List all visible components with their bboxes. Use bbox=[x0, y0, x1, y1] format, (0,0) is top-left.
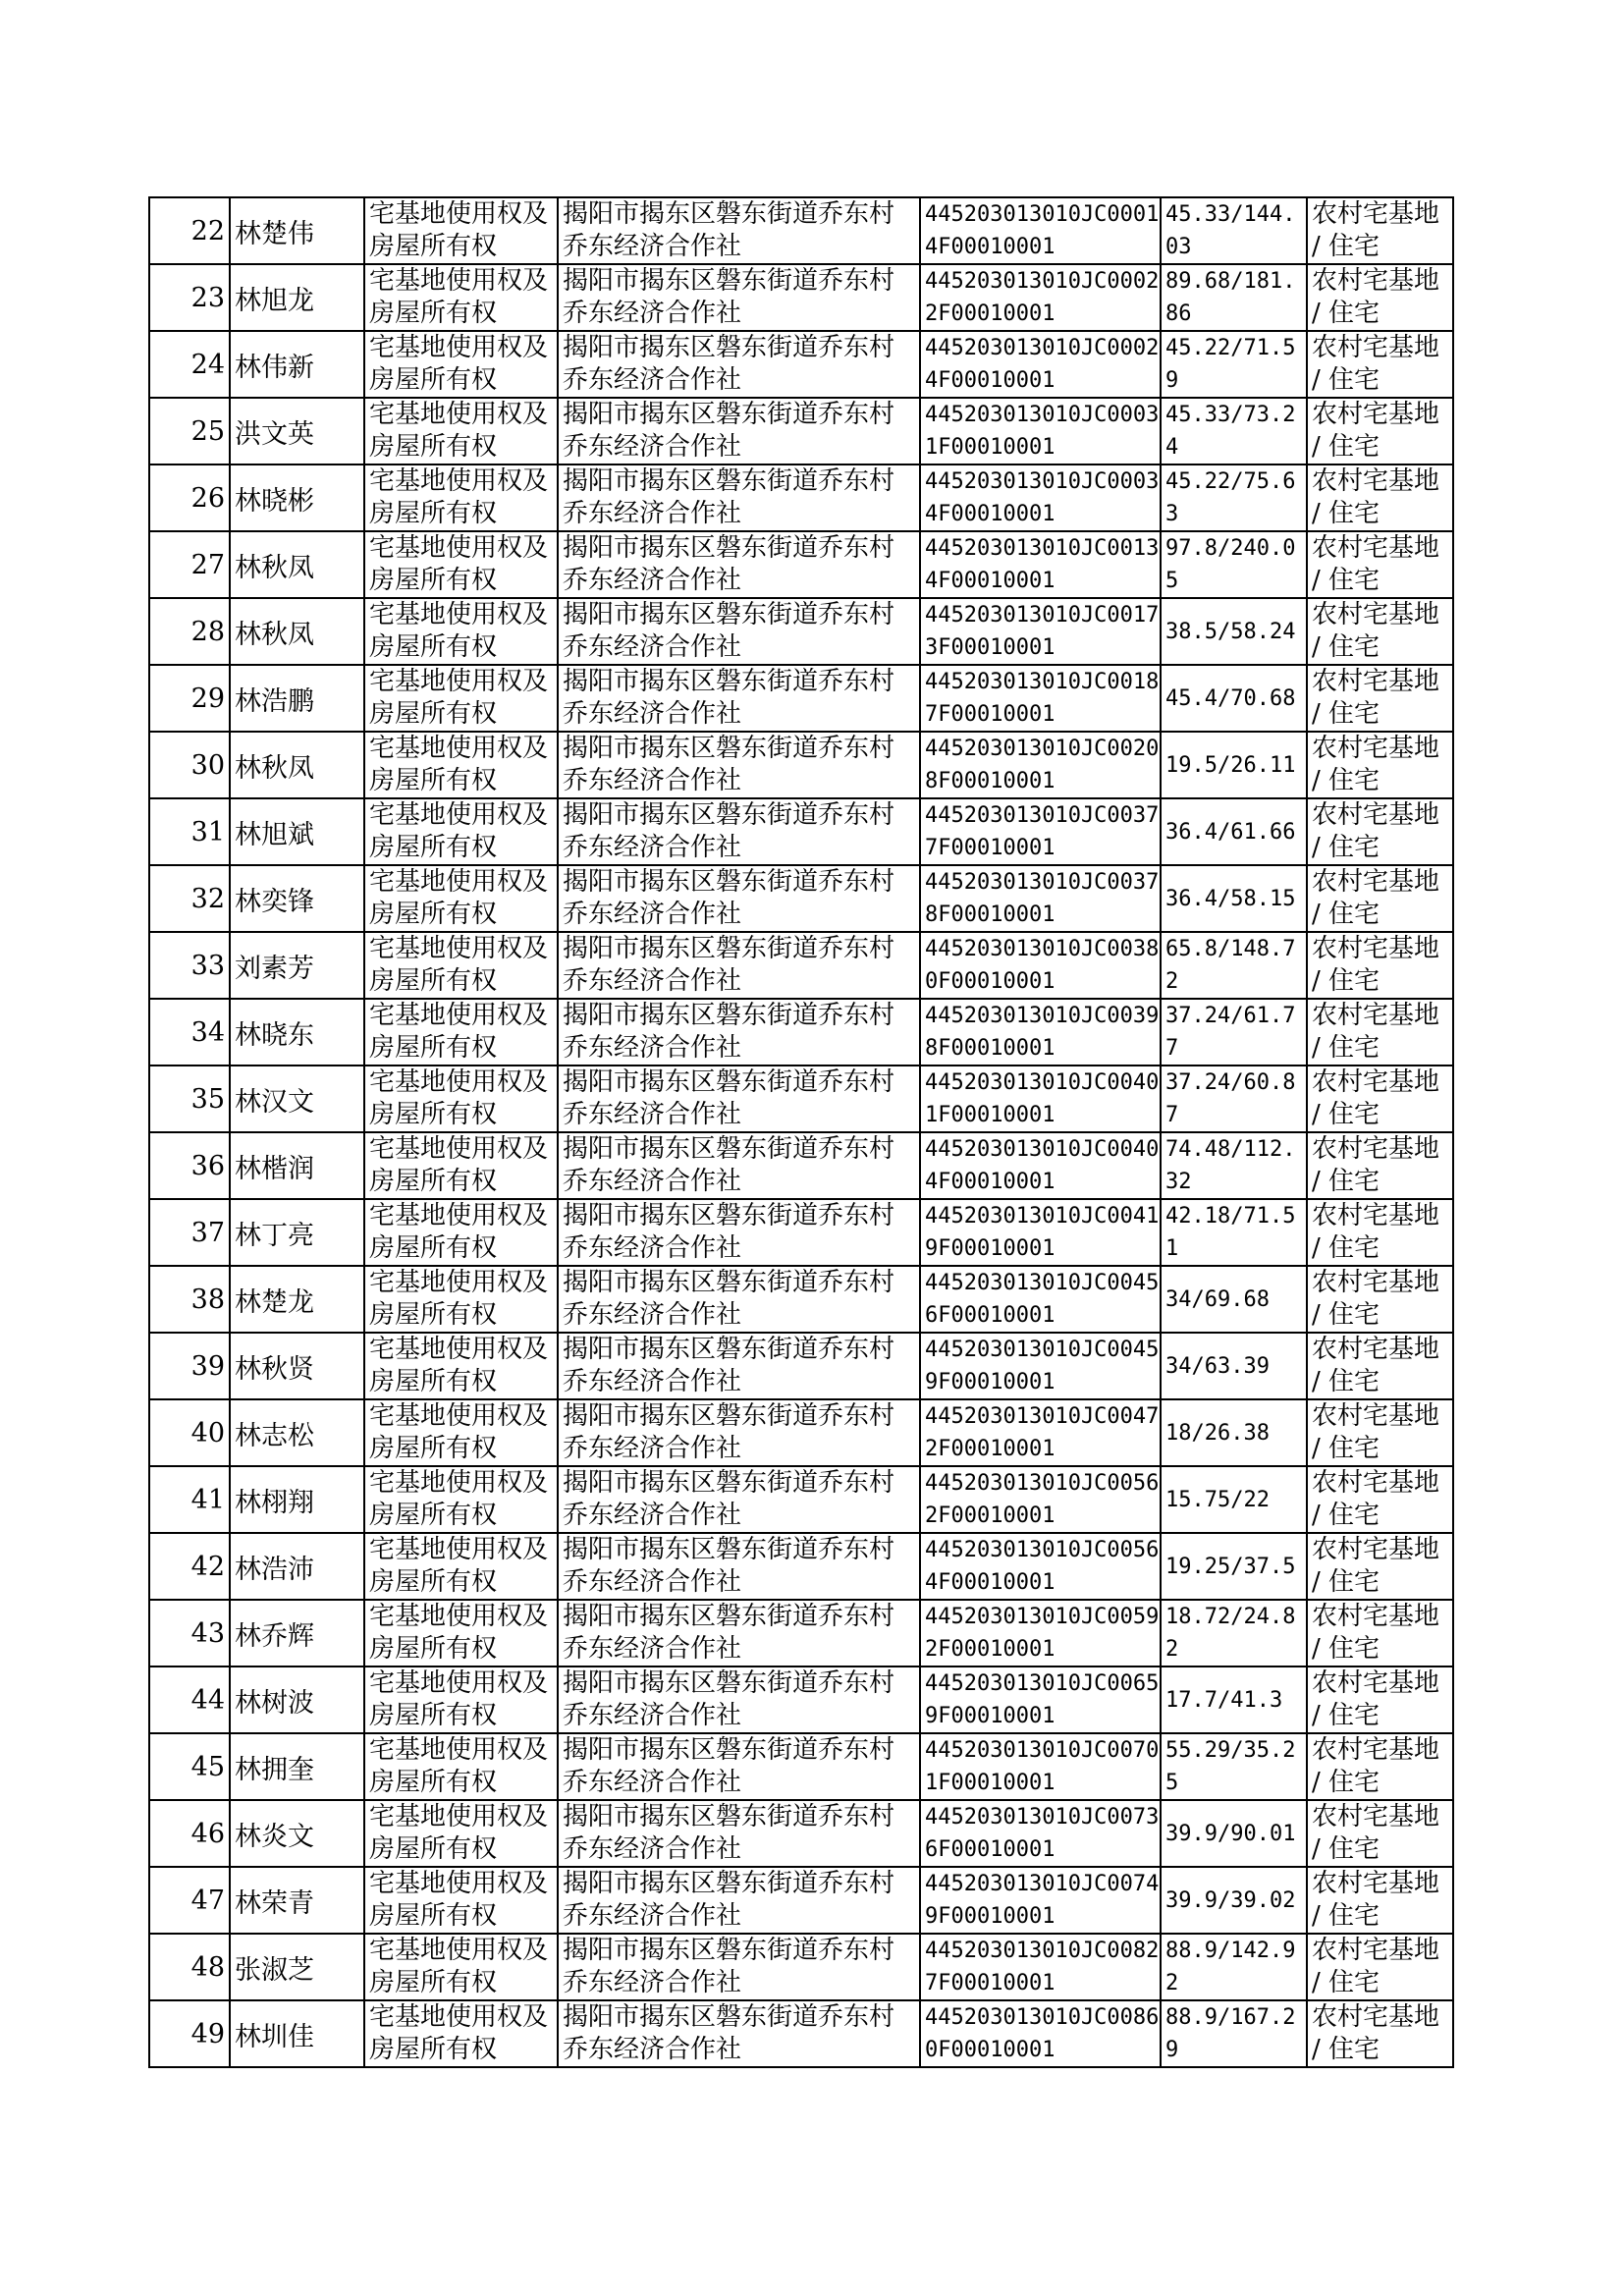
location: 揭阳市揭东区磐东街道乔东村乔东经济合作社 bbox=[558, 865, 920, 932]
land-use: 农村宅基地 / 住宅 bbox=[1307, 1132, 1453, 1199]
row-number: 39 bbox=[149, 1333, 230, 1399]
row-number: 43 bbox=[149, 1600, 230, 1667]
area-value: 37.24/61.77 bbox=[1161, 999, 1307, 1066]
right-type: 宅基地使用权及房屋所有权 bbox=[364, 732, 558, 798]
owner-name: 林圳佳 bbox=[230, 2000, 364, 2067]
row-number: 45 bbox=[149, 1733, 230, 1800]
table-row bbox=[149, 331, 1453, 398]
row-number: 25 bbox=[149, 398, 230, 464]
right-type: 宅基地使用权及房屋所有权 bbox=[364, 1733, 558, 1800]
unit-code: 445203013010JC00034F00010001 bbox=[920, 464, 1161, 531]
unit-code: 445203013010JC00459F00010001 bbox=[920, 1333, 1161, 1399]
right-type: 宅基地使用权及房屋所有权 bbox=[364, 264, 558, 331]
unit-code: 445203013010JC00014F00010001 bbox=[920, 197, 1161, 264]
owner-name: 林浩沛 bbox=[230, 1533, 364, 1600]
area-value: 15.75/22 bbox=[1161, 1466, 1307, 1533]
location: 揭阳市揭东区磐东街道乔东村乔东经济合作社 bbox=[558, 665, 920, 732]
unit-code: 445203013010JC00173F00010001 bbox=[920, 598, 1161, 665]
row-number: 36 bbox=[149, 1132, 230, 1199]
unit-code: 445203013010JC00208F00010001 bbox=[920, 732, 1161, 798]
row-number: 40 bbox=[149, 1399, 230, 1466]
owner-name: 林楚伟 bbox=[230, 197, 364, 264]
right-type: 宅基地使用权及房屋所有权 bbox=[364, 1934, 558, 2000]
owner-name: 林树波 bbox=[230, 1667, 364, 1733]
location: 揭阳市揭东区磐东街道乔东村乔东经济合作社 bbox=[558, 331, 920, 398]
land-use: 农村宅基地 / 住宅 bbox=[1307, 331, 1453, 398]
location: 揭阳市揭东区磐东街道乔东村乔东经济合作社 bbox=[558, 1399, 920, 1466]
location: 揭阳市揭东区磐东街道乔东村乔东经济合作社 bbox=[558, 1199, 920, 1266]
owner-name: 林丁亮 bbox=[230, 1199, 364, 1266]
unit-code: 445203013010JC00456F00010001 bbox=[920, 1266, 1161, 1333]
owner-name: 林浩鹏 bbox=[230, 665, 364, 732]
row-number: 28 bbox=[149, 598, 230, 665]
row-number: 27 bbox=[149, 531, 230, 598]
area-value: 45.22/71.59 bbox=[1161, 331, 1307, 398]
right-type: 宅基地使用权及房屋所有权 bbox=[364, 1132, 558, 1199]
land-use: 农村宅基地 / 住宅 bbox=[1307, 398, 1453, 464]
land-use: 农村宅基地 / 住宅 bbox=[1307, 1333, 1453, 1399]
location: 揭阳市揭东区磐东街道乔东村乔东经济合作社 bbox=[558, 798, 920, 865]
table-row bbox=[149, 1132, 1453, 1199]
row-number: 42 bbox=[149, 1533, 230, 1600]
right-type: 宅基地使用权及房屋所有权 bbox=[364, 1399, 558, 1466]
owner-name: 林楷润 bbox=[230, 1132, 364, 1199]
land-use: 农村宅基地 / 住宅 bbox=[1307, 264, 1453, 331]
row-number: 47 bbox=[149, 1867, 230, 1934]
land-use: 农村宅基地 / 住宅 bbox=[1307, 798, 1453, 865]
table-row bbox=[149, 2000, 1453, 2067]
owner-name: 林旭斌 bbox=[230, 798, 364, 865]
location: 揭阳市揭东区磐东街道乔东村乔东经济合作社 bbox=[558, 1934, 920, 2000]
table-row bbox=[149, 1466, 1453, 1533]
table-row bbox=[149, 999, 1453, 1066]
row-number: 23 bbox=[149, 264, 230, 331]
land-use: 农村宅基地 / 住宅 bbox=[1307, 197, 1453, 264]
table-row bbox=[149, 1934, 1453, 2000]
unit-code: 445203013010JC00749F00010001 bbox=[920, 1867, 1161, 1934]
unit-code: 445203013010JC00031F00010001 bbox=[920, 398, 1161, 464]
location: 揭阳市揭东区磐东街道乔东村乔东经济合作社 bbox=[558, 1600, 920, 1667]
owner-name: 林晓东 bbox=[230, 999, 364, 1066]
right-type: 宅基地使用权及房屋所有权 bbox=[364, 999, 558, 1066]
location: 揭阳市揭东区磐东街道乔东村乔东经济合作社 bbox=[558, 398, 920, 464]
area-value: 45.33/73.24 bbox=[1161, 398, 1307, 464]
owner-name: 林秋凤 bbox=[230, 598, 364, 665]
land-use: 农村宅基地 / 住宅 bbox=[1307, 999, 1453, 1066]
table-row bbox=[149, 1867, 1453, 1934]
right-type: 宅基地使用权及房屋所有权 bbox=[364, 2000, 558, 2067]
unit-code: 445203013010JC00377F00010001 bbox=[920, 798, 1161, 865]
right-type: 宅基地使用权及房屋所有权 bbox=[364, 464, 558, 531]
land-use: 农村宅基地 / 住宅 bbox=[1307, 1399, 1453, 1466]
row-number: 26 bbox=[149, 464, 230, 531]
right-type: 宅基地使用权及房屋所有权 bbox=[364, 1333, 558, 1399]
owner-name: 林奕锋 bbox=[230, 865, 364, 932]
table-row bbox=[149, 197, 1453, 264]
row-number: 31 bbox=[149, 798, 230, 865]
area-value: 36.4/58.15 bbox=[1161, 865, 1307, 932]
right-type: 宅基地使用权及房屋所有权 bbox=[364, 398, 558, 464]
unit-code: 445203013010JC00024F00010001 bbox=[920, 331, 1161, 398]
table-row bbox=[149, 264, 1453, 331]
owner-name: 林志松 bbox=[230, 1399, 364, 1466]
unit-code: 445203013010JC00380F00010001 bbox=[920, 932, 1161, 999]
land-use: 农村宅基地 / 住宅 bbox=[1307, 1466, 1453, 1533]
area-value: 65.8/148.72 bbox=[1161, 932, 1307, 999]
table-row bbox=[149, 932, 1453, 999]
owner-name: 刘素芳 bbox=[230, 932, 364, 999]
owner-name: 林晓彬 bbox=[230, 464, 364, 531]
land-use: 农村宅基地 / 住宅 bbox=[1307, 464, 1453, 531]
right-type: 宅基地使用权及房屋所有权 bbox=[364, 1533, 558, 1600]
table-row bbox=[149, 1266, 1453, 1333]
area-value: 74.48/112.32 bbox=[1161, 1132, 1307, 1199]
table-row bbox=[149, 798, 1453, 865]
land-use: 农村宅基地 / 住宅 bbox=[1307, 932, 1453, 999]
area-value: 97.8/240.05 bbox=[1161, 531, 1307, 598]
land-use: 农村宅基地 / 住宅 bbox=[1307, 1199, 1453, 1266]
area-value: 89.68/181.86 bbox=[1161, 264, 1307, 331]
unit-code: 445203013010JC00562F00010001 bbox=[920, 1466, 1161, 1533]
table-row bbox=[149, 464, 1453, 531]
unit-code: 445203013010JC00736F00010001 bbox=[920, 1800, 1161, 1867]
location: 揭阳市揭东区磐东街道乔东村乔东经济合作社 bbox=[558, 1533, 920, 1600]
unit-code: 445203013010JC00472F00010001 bbox=[920, 1399, 1161, 1466]
right-type: 宅基地使用权及房屋所有权 bbox=[364, 598, 558, 665]
area-value: 34/63.39 bbox=[1161, 1333, 1307, 1399]
location: 揭阳市揭东区磐东街道乔东村乔东经济合作社 bbox=[558, 1132, 920, 1199]
location: 揭阳市揭东区磐东街道乔东村乔东经济合作社 bbox=[558, 531, 920, 598]
right-type: 宅基地使用权及房屋所有权 bbox=[364, 1266, 558, 1333]
area-value: 38.5/58.24 bbox=[1161, 598, 1307, 665]
table-row bbox=[149, 732, 1453, 798]
owner-name: 张淑芝 bbox=[230, 1934, 364, 2000]
area-value: 36.4/61.66 bbox=[1161, 798, 1307, 865]
location: 揭阳市揭东区磐东街道乔东村乔东经济合作社 bbox=[558, 1667, 920, 1733]
right-type: 宅基地使用权及房屋所有权 bbox=[364, 865, 558, 932]
right-type: 宅基地使用权及房屋所有权 bbox=[364, 1667, 558, 1733]
right-type: 宅基地使用权及房屋所有权 bbox=[364, 932, 558, 999]
row-number: 44 bbox=[149, 1667, 230, 1733]
land-use: 农村宅基地 / 住宅 bbox=[1307, 598, 1453, 665]
area-value: 45.22/75.63 bbox=[1161, 464, 1307, 531]
table-row bbox=[149, 1199, 1453, 1266]
area-value: 37.24/60.87 bbox=[1161, 1066, 1307, 1132]
owner-name: 林伟新 bbox=[230, 331, 364, 398]
table-row bbox=[149, 1600, 1453, 1667]
table-row bbox=[149, 1533, 1453, 1600]
location: 揭阳市揭东区磐东街道乔东村乔东经济合作社 bbox=[558, 264, 920, 331]
land-use: 农村宅基地 / 住宅 bbox=[1307, 1066, 1453, 1132]
land-use: 农村宅基地 / 住宅 bbox=[1307, 665, 1453, 732]
area-value: 34/69.68 bbox=[1161, 1266, 1307, 1333]
right-type: 宅基地使用权及房屋所有权 bbox=[364, 1800, 558, 1867]
row-number: 49 bbox=[149, 2000, 230, 2067]
right-type: 宅基地使用权及房屋所有权 bbox=[364, 1600, 558, 1667]
owner-name: 林汉文 bbox=[230, 1066, 364, 1132]
right-type: 宅基地使用权及房屋所有权 bbox=[364, 1199, 558, 1266]
row-number: 32 bbox=[149, 865, 230, 932]
land-use: 农村宅基地 / 住宅 bbox=[1307, 1667, 1453, 1733]
location: 揭阳市揭东区磐东街道乔东村乔东经济合作社 bbox=[558, 1066, 920, 1132]
row-number: 38 bbox=[149, 1266, 230, 1333]
owner-name: 林秋贤 bbox=[230, 1333, 364, 1399]
location: 揭阳市揭东区磐东街道乔东村乔东经济合作社 bbox=[558, 1867, 920, 1934]
table-row bbox=[149, 1399, 1453, 1466]
row-number: 35 bbox=[149, 1066, 230, 1132]
unit-code: 445203013010JC00404F00010001 bbox=[920, 1132, 1161, 1199]
area-value: 39.9/39.02 bbox=[1161, 1867, 1307, 1934]
unit-code: 445203013010JC00419F00010001 bbox=[920, 1199, 1161, 1266]
right-type: 宅基地使用权及房屋所有权 bbox=[364, 1867, 558, 1934]
location: 揭阳市揭东区磐东街道乔东村乔东经济合作社 bbox=[558, 464, 920, 531]
land-use: 农村宅基地 / 住宅 bbox=[1307, 2000, 1453, 2067]
owner-name: 林拥奎 bbox=[230, 1733, 364, 1800]
row-number: 33 bbox=[149, 932, 230, 999]
area-value: 18/26.38 bbox=[1161, 1399, 1307, 1466]
row-number: 22 bbox=[149, 197, 230, 264]
area-value: 88.9/167.29 bbox=[1161, 2000, 1307, 2067]
location: 揭阳市揭东区磐东街道乔东村乔东经济合作社 bbox=[558, 1333, 920, 1399]
unit-code: 445203013010JC00378F00010001 bbox=[920, 865, 1161, 932]
table-row bbox=[149, 665, 1453, 732]
land-use: 农村宅基地 / 住宅 bbox=[1307, 531, 1453, 598]
area-value: 39.9/90.01 bbox=[1161, 1800, 1307, 1867]
row-number: 48 bbox=[149, 1934, 230, 2000]
row-number: 34 bbox=[149, 999, 230, 1066]
owner-name: 洪文英 bbox=[230, 398, 364, 464]
location: 揭阳市揭东区磐东街道乔东村乔东经济合作社 bbox=[558, 1266, 920, 1333]
area-value: 88.9/142.92 bbox=[1161, 1934, 1307, 2000]
unit-code: 445203013010JC00134F00010001 bbox=[920, 531, 1161, 598]
location: 揭阳市揭东区磐东街道乔东村乔东经济合作社 bbox=[558, 732, 920, 798]
table-row bbox=[149, 1333, 1453, 1399]
land-use: 农村宅基地 / 住宅 bbox=[1307, 1533, 1453, 1600]
area-value: 18.72/24.82 bbox=[1161, 1600, 1307, 1667]
row-number: 29 bbox=[149, 665, 230, 732]
table-row bbox=[149, 1066, 1453, 1132]
location: 揭阳市揭东区磐东街道乔东村乔东经济合作社 bbox=[558, 1733, 920, 1800]
unit-code: 445203013010JC00592F00010001 bbox=[920, 1600, 1161, 1667]
area-value: 17.7/41.3 bbox=[1161, 1667, 1307, 1733]
owner-name: 林炎文 bbox=[230, 1800, 364, 1867]
table-row bbox=[149, 1733, 1453, 1800]
row-number: 24 bbox=[149, 331, 230, 398]
land-use: 农村宅基地 / 住宅 bbox=[1307, 1266, 1453, 1333]
table-row bbox=[149, 598, 1453, 665]
unit-code: 445203013010JC00659F00010001 bbox=[920, 1667, 1161, 1733]
row-number: 30 bbox=[149, 732, 230, 798]
table-row bbox=[149, 531, 1453, 598]
location: 揭阳市揭东区磐东街道乔东村乔东经济合作社 bbox=[558, 999, 920, 1066]
table-row bbox=[149, 398, 1453, 464]
land-use: 农村宅基地 / 住宅 bbox=[1307, 1800, 1453, 1867]
unit-code: 445203013010JC00187F00010001 bbox=[920, 665, 1161, 732]
location: 揭阳市揭东区磐东街道乔东村乔东经济合作社 bbox=[558, 932, 920, 999]
owner-name: 林楚龙 bbox=[230, 1266, 364, 1333]
area-value: 19.25/37.5 bbox=[1161, 1533, 1307, 1600]
land-use: 农村宅基地 / 住宅 bbox=[1307, 1867, 1453, 1934]
owner-name: 林旭龙 bbox=[230, 264, 364, 331]
right-type: 宅基地使用权及房屋所有权 bbox=[364, 197, 558, 264]
row-number: 37 bbox=[149, 1199, 230, 1266]
unit-code: 445203013010JC00827F00010001 bbox=[920, 1934, 1161, 2000]
area-value: 45.33/144.03 bbox=[1161, 197, 1307, 264]
location: 揭阳市揭东区磐东街道乔东村乔东经济合作社 bbox=[558, 1466, 920, 1533]
area-value: 19.5/26.11 bbox=[1161, 732, 1307, 798]
area-value: 42.18/71.51 bbox=[1161, 1199, 1307, 1266]
unit-code: 445203013010JC00564F00010001 bbox=[920, 1533, 1161, 1600]
unit-code: 445203013010JC00860F00010001 bbox=[920, 2000, 1161, 2067]
land-use: 农村宅基地 / 住宅 bbox=[1307, 865, 1453, 932]
unit-code: 445203013010JC00401F00010001 bbox=[920, 1066, 1161, 1132]
unit-code: 445203013010JC00701F00010001 bbox=[920, 1733, 1161, 1800]
location: 揭阳市揭东区磐东街道乔东村乔东经济合作社 bbox=[558, 598, 920, 665]
owner-name: 林栩翔 bbox=[230, 1466, 364, 1533]
table-row bbox=[149, 1800, 1453, 1867]
location: 揭阳市揭东区磐东街道乔东村乔东经济合作社 bbox=[558, 2000, 920, 2067]
area-value: 55.29/35.25 bbox=[1161, 1733, 1307, 1800]
table-row bbox=[149, 865, 1453, 932]
land-use: 农村宅基地 / 住宅 bbox=[1307, 1934, 1453, 2000]
owner-name: 林乔辉 bbox=[230, 1600, 364, 1667]
unit-code: 445203013010JC00022F00010001 bbox=[920, 264, 1161, 331]
land-use: 农村宅基地 / 住宅 bbox=[1307, 1600, 1453, 1667]
land-use: 农村宅基地 / 住宅 bbox=[1307, 1733, 1453, 1800]
location: 揭阳市揭东区磐东街道乔东村乔东经济合作社 bbox=[558, 1800, 920, 1867]
right-type: 宅基地使用权及房屋所有权 bbox=[364, 331, 558, 398]
table-body bbox=[149, 197, 1453, 2067]
owner-name: 林秋凤 bbox=[230, 732, 364, 798]
row-number: 46 bbox=[149, 1800, 230, 1867]
right-type: 宅基地使用权及房屋所有权 bbox=[364, 665, 558, 732]
area-value: 45.4/70.68 bbox=[1161, 665, 1307, 732]
row-number: 41 bbox=[149, 1466, 230, 1533]
right-type: 宅基地使用权及房屋所有权 bbox=[364, 798, 558, 865]
owner-name: 林荣青 bbox=[230, 1867, 364, 1934]
table-row bbox=[149, 1667, 1453, 1733]
right-type: 宅基地使用权及房屋所有权 bbox=[364, 1066, 558, 1132]
unit-code: 445203013010JC00398F00010001 bbox=[920, 999, 1161, 1066]
location: 揭阳市揭东区磐东街道乔东村乔东经济合作社 bbox=[558, 197, 920, 264]
right-type: 宅基地使用权及房屋所有权 bbox=[364, 1466, 558, 1533]
owner-name: 林秋凤 bbox=[230, 531, 364, 598]
registration-table bbox=[148, 196, 1454, 2068]
right-type: 宅基地使用权及房屋所有权 bbox=[364, 531, 558, 598]
land-use: 农村宅基地 / 住宅 bbox=[1307, 732, 1453, 798]
